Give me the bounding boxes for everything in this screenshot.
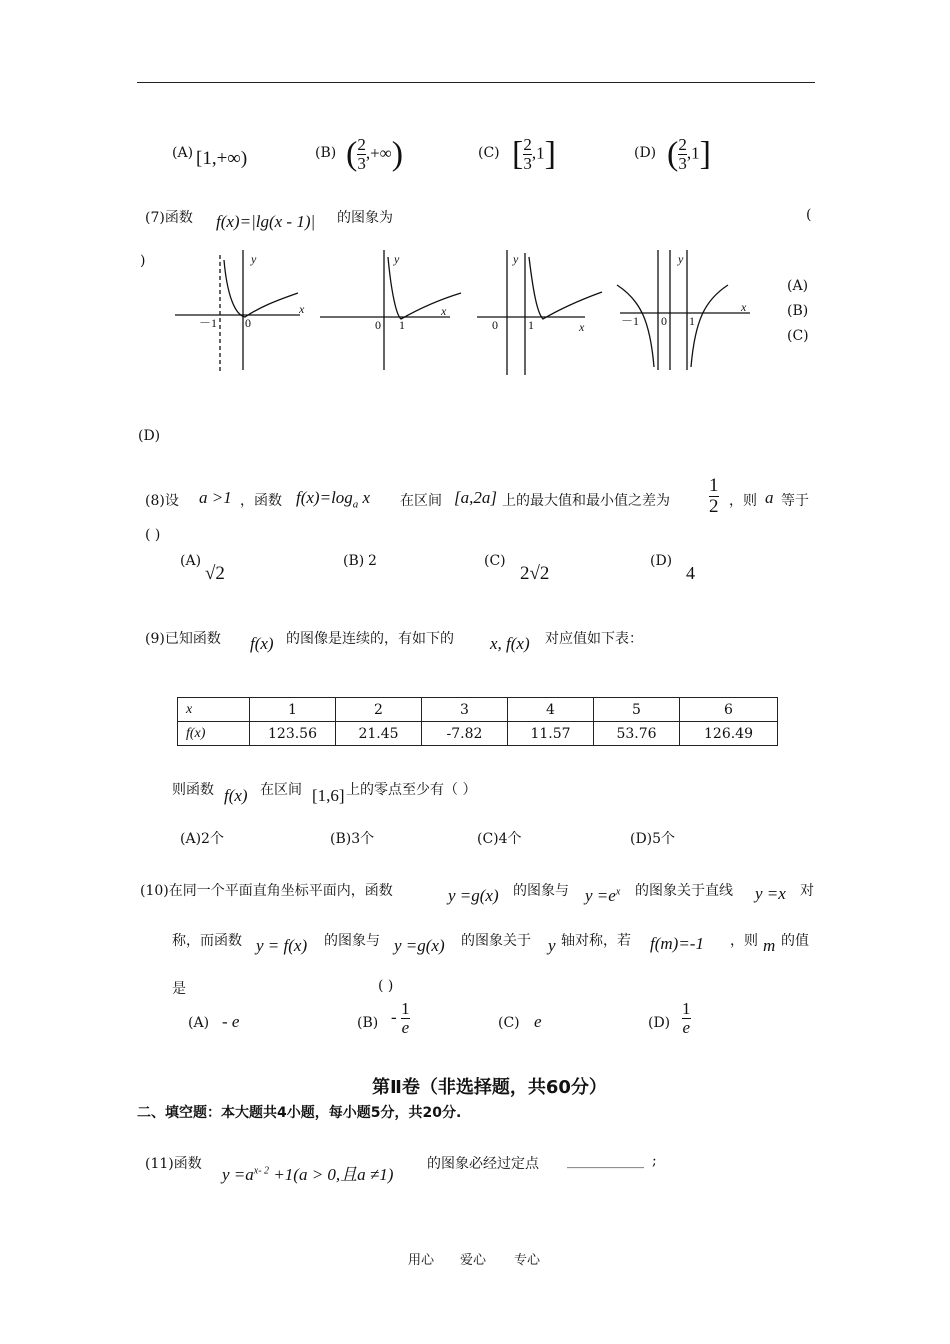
graph-c-x-label: x xyxy=(579,320,585,334)
q11-text-1: (11)函数 xyxy=(145,1156,202,1172)
q10-line2-k: 的值 xyxy=(781,933,809,949)
q9-follow-interval: [1,6] xyxy=(312,786,345,805)
q7-prefix: (7)函数 xyxy=(145,210,193,226)
q7-paren-open: ( xyxy=(806,207,812,223)
q8-text-5: ，则 xyxy=(729,493,757,509)
graph-b xyxy=(320,250,461,370)
footer-item: 专心 xyxy=(514,1253,541,1268)
q7-paren-close: ) xyxy=(140,253,146,269)
graph-d-x-label: x xyxy=(741,300,747,314)
table-header-cell: 5 xyxy=(594,698,680,722)
q10-line2-e: 的图象关于 xyxy=(461,933,531,949)
table-header-cell: x xyxy=(178,698,250,722)
q10-line2-c: 的图象与 xyxy=(324,933,380,949)
table-row-x xyxy=(178,698,778,722)
q10-line3-a: 是 xyxy=(172,981,186,997)
header-rule xyxy=(137,82,815,83)
q9-follow-2: 在区间 xyxy=(260,782,302,798)
graph-a-origin-label: 0 xyxy=(245,316,251,330)
table-row-fx xyxy=(178,722,778,746)
option-d-value: ( $\frac{2}{3}$ ,1] xyxy=(667,135,711,173)
table-header-cell: 6 xyxy=(680,698,778,722)
q10-line3-b: ( ) xyxy=(378,978,394,994)
q9-follow-3: 上的零点至少有（ ） xyxy=(346,782,477,798)
option-a-value: [1,+∞) xyxy=(196,148,248,169)
graph-a-x-label: x xyxy=(299,302,305,316)
q10-option-c-value: e xyxy=(534,1012,542,1031)
table-cell: 123.56 xyxy=(250,722,336,746)
q8-option-b-value: 2 xyxy=(368,553,377,569)
graph-d-one-label: 1 xyxy=(689,314,695,328)
option-a-label: (A) xyxy=(172,145,194,161)
q8-func: $f(x)=\log_a$ x xyxy=(296,488,371,511)
q10-line2-b: y = f(x) xyxy=(256,936,308,955)
q10-line1-f: 的图象关于直线 xyxy=(635,883,733,899)
q10-line2-d: y =g(x) xyxy=(394,936,445,955)
option-b-label: (B) xyxy=(315,145,337,161)
graph-b-origin-label: 0 xyxy=(375,318,381,332)
q8-option-a-value: √2 xyxy=(205,563,225,584)
q8-text-1: (8)设 xyxy=(145,493,179,509)
table-header-cell: 4 xyxy=(508,698,594,722)
graph-d-origin-label: 0 xyxy=(661,314,667,328)
q10-line1-h: 对 xyxy=(800,883,814,899)
q8-option-c-value: 2√2 xyxy=(520,563,550,584)
footer-item: 爱心 xyxy=(460,1253,487,1268)
q10-line2-i: ，则 xyxy=(730,933,758,949)
table-header-cell: 1 xyxy=(250,698,336,722)
graph-d xyxy=(617,250,750,370)
graph-b-one-label: 1 xyxy=(399,318,405,332)
q8-option-c-label: (C) xyxy=(484,553,506,569)
graph-b-y-label: y xyxy=(394,252,400,266)
q9-option-a: (A)2个 xyxy=(180,831,224,847)
q10-option-b-label: (B) xyxy=(357,1015,379,1031)
q9-option-d: (D)5个 xyxy=(630,831,676,847)
option-c-value: [ $\frac{2}{3}$ ,1] xyxy=(512,135,556,173)
q9-follow-func: f(x) xyxy=(224,786,248,805)
table-cell: 126.49 xyxy=(680,722,778,746)
q7-option-c: (C) xyxy=(787,328,809,344)
q8-interval: [a,2a] xyxy=(454,488,497,507)
q10-option-a-value: - e xyxy=(222,1012,240,1031)
q10-line2-h: f(m)=-1 xyxy=(650,934,704,953)
q10-line1-c: 的图象与 xyxy=(513,883,569,899)
q10-line1-a: (10)在同一个平面直角坐标平面内，函数 xyxy=(140,883,393,899)
graph-a-minus1-label: －1 xyxy=(199,316,218,330)
graph-c-y-label: y xyxy=(513,252,519,266)
q10-line1-d: $y =e^x$ xyxy=(585,886,621,905)
q11-blank: ___________ xyxy=(567,1153,644,1169)
q7-option-b: (B) xyxy=(787,303,809,319)
graph-d-y-label: y xyxy=(678,252,684,266)
graph-c xyxy=(477,250,602,375)
graph-c-one-label: 1 xyxy=(528,318,534,332)
section-heading: 二、填空题：本大题共4小题，每小题5分，共20分. xyxy=(137,1105,462,1121)
q10-line1-b: y =g(x) xyxy=(448,886,499,905)
q10-option-a-label: (A) xyxy=(188,1015,210,1031)
table-cell: -7.82 xyxy=(422,722,508,746)
q7-graphs xyxy=(165,245,765,380)
q10-line2-g: 轴对称，若 xyxy=(561,933,631,949)
footer-item: 用心 xyxy=(408,1253,435,1268)
table-header-cell: 2 xyxy=(336,698,422,722)
graph-a xyxy=(175,250,305,373)
q9-func: f(x) xyxy=(250,634,274,653)
table-cell: f(x) xyxy=(178,722,250,746)
table-cell: 53.76 xyxy=(594,722,680,746)
q10-option-d-value: $\frac{1}{e}$ xyxy=(682,999,691,1037)
table-header-cell: 3 xyxy=(422,698,508,722)
option-d-label: (D) xyxy=(634,145,657,161)
q8-condition: a >1 xyxy=(199,488,232,507)
q8-paren: ( ) xyxy=(145,527,161,543)
q11-end: ; xyxy=(652,1153,657,1169)
q8-option-d-value: 4 xyxy=(686,563,695,583)
q10-option-b-value: - $\frac{1}{e}$ xyxy=(391,999,410,1037)
q8-option-b-label: (B) xyxy=(343,553,365,569)
q8-option-a-label: (A) xyxy=(180,553,202,569)
q7-formula: f(x)=|lg(x - 1)| xyxy=(216,212,316,231)
table-cell: 11.57 xyxy=(508,722,594,746)
graph-d-minus1-label: －1 xyxy=(621,314,640,328)
q8-var-a: a xyxy=(765,488,774,507)
q8-text-3: 在区间 xyxy=(400,493,442,509)
value-table xyxy=(177,697,778,746)
q9-text-2: 的图像是连续的，有如下的 xyxy=(286,631,454,647)
q10-line2-a: 称，而函数 xyxy=(172,933,242,949)
q9-text-1: (9)已知函数 xyxy=(145,631,221,647)
option-c-label: (C) xyxy=(478,145,500,161)
q7-option-d: (D) xyxy=(138,428,161,444)
q8-text-2: ，函数 xyxy=(240,493,282,509)
q11-text-2: 的图象必经过定点 xyxy=(427,1156,539,1172)
q9-pair: x, f(x) xyxy=(490,634,530,653)
q8-text-4: 上的最大值和最小值之差为 xyxy=(502,493,670,509)
q9-follow-1: 则函数 xyxy=(172,782,214,798)
q10-option-d-label: (D) xyxy=(648,1015,671,1031)
q10-line1-g: y =x xyxy=(755,884,786,903)
q8-fraction: $\frac{1}{2}$ xyxy=(709,475,719,517)
option-b-value: ( $\frac{2}{3}$ ,+∞) xyxy=(346,135,404,173)
q10-line2-f: y xyxy=(548,936,556,955)
q8-option-d-label: (D) xyxy=(650,553,673,569)
q9-option-c: (C)4个 xyxy=(477,831,522,847)
q10-line2-j: m xyxy=(763,936,776,955)
q7-option-a: (A) xyxy=(787,278,809,294)
q9-text-3: 对应值如下表： xyxy=(545,631,643,647)
q10-option-c-label: (C) xyxy=(498,1015,520,1031)
q9-option-b: (B)3个 xyxy=(330,831,375,847)
table-cell: 21.45 xyxy=(336,722,422,746)
part-2-title: 第Ⅱ卷（非选择题，共60分） xyxy=(372,1077,607,1098)
q8-text-6: 等于 xyxy=(781,493,809,509)
graph-a-y-label: y xyxy=(251,252,257,266)
q7-suffix: 的图象为 xyxy=(337,210,393,226)
graph-c-origin-label: 0 xyxy=(492,318,498,332)
graph-b-x-label: x xyxy=(441,304,447,318)
q11-formula: $y =a^{x- 2} +1(a > 0$,且a ≠1) xyxy=(222,1165,394,1184)
